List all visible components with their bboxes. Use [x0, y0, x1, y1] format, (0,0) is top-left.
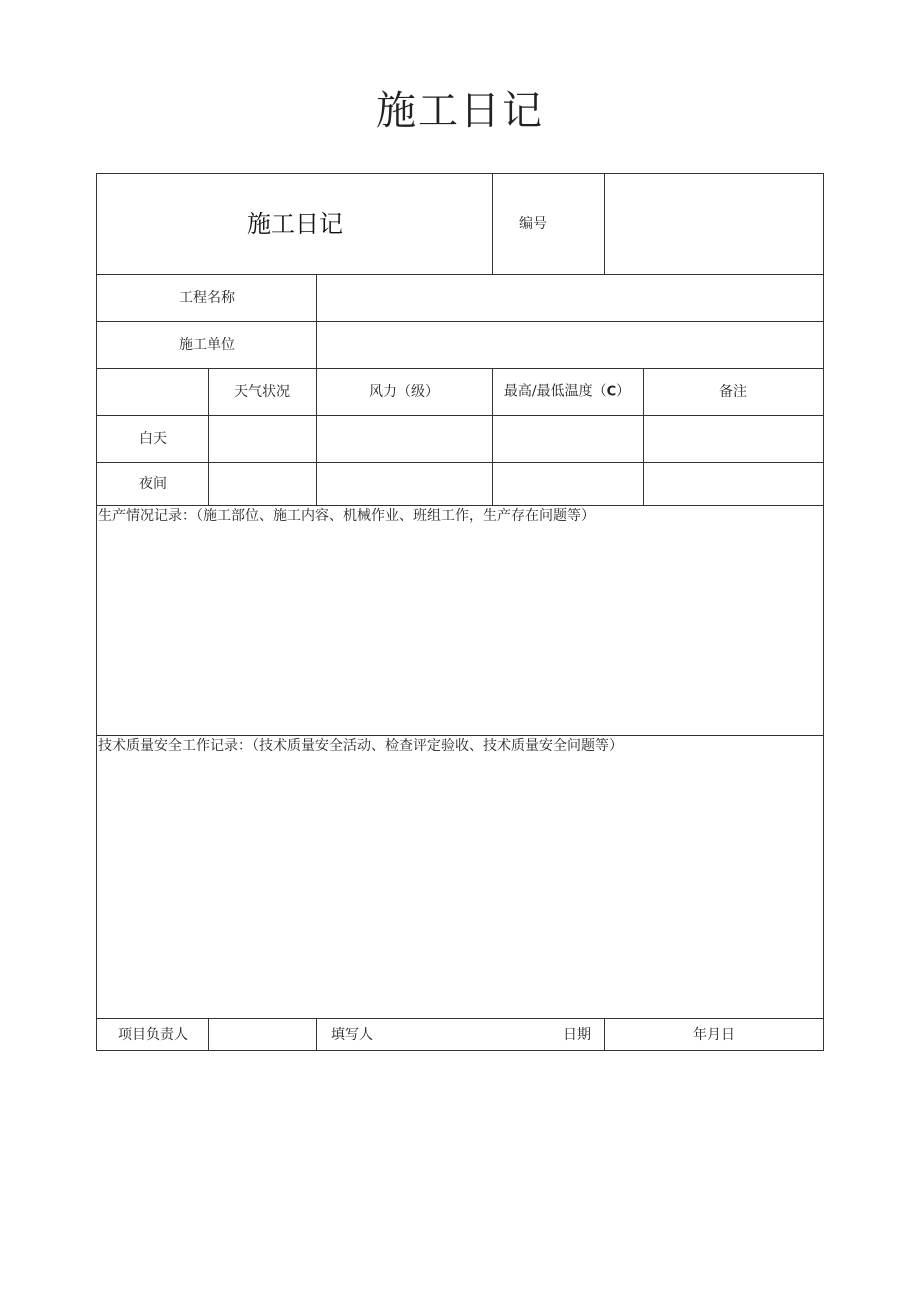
temperature-header-suffix: ）	[616, 383, 631, 400]
number-label: 编号	[519, 216, 547, 232]
project-manager-field[interactable]	[209, 1019, 316, 1050]
construction-unit-field[interactable]	[317, 322, 823, 368]
project-name-label: 工程名称	[179, 290, 235, 306]
temperature-unit: C	[606, 384, 617, 400]
weather-row-night-label: 夜间	[139, 476, 167, 492]
col-divider-title	[492, 174, 493, 274]
production-record-field[interactable]	[97, 526, 823, 735]
row-divider-production	[97, 735, 823, 736]
remarks-header: 备注	[719, 384, 747, 400]
wind-level-header: 风力（级）	[369, 384, 439, 400]
filled-by-label: 填写人	[331, 1027, 373, 1043]
day-weather-cell[interactable]	[209, 416, 316, 462]
date-field[interactable]: 年月日	[693, 1027, 735, 1043]
night-wind-cell[interactable]	[317, 463, 492, 505]
day-temperature-cell[interactable]	[493, 416, 643, 462]
construction-unit-label: 施工单位	[179, 337, 235, 353]
weather-condition-header: 天气状况	[234, 384, 290, 400]
quality-safety-record-label: 技术质量安全工作记录：（技术质量安全活动、检查评定验收、技术质量安全问题等）	[98, 738, 623, 754]
col-divider-footer-2	[316, 1018, 317, 1050]
row-divider-unit	[97, 368, 823, 369]
production-record-label: 生产情况记录：（施工部位、施工内容、机械作业、班组工作，生产存在问题等）	[98, 508, 595, 524]
row-divider-night	[97, 505, 823, 506]
day-remarks-cell[interactable]	[644, 416, 823, 462]
row-divider-quality	[97, 1018, 823, 1019]
col-divider-footer-3	[604, 1018, 605, 1050]
night-remarks-cell[interactable]	[644, 463, 823, 505]
project-name-field[interactable]	[317, 275, 823, 321]
project-manager-label: 项目负责人	[118, 1027, 188, 1043]
construction-diary-form	[96, 173, 824, 1051]
number-field[interactable]	[605, 174, 823, 274]
temperature-header	[504, 383, 630, 402]
quality-safety-record-field[interactable]	[97, 756, 823, 1018]
weather-row-day-label: 白天	[139, 431, 167, 447]
date-label: 日期	[563, 1027, 591, 1043]
temperature-header-prefix: 最高/最低温度（	[503, 383, 607, 400]
day-wind-cell[interactable]	[317, 416, 492, 462]
page-title: 施工日记	[376, 88, 544, 134]
night-weather-cell[interactable]	[209, 463, 316, 505]
night-temperature-cell[interactable]	[493, 463, 643, 505]
form-heading: 施工日记	[247, 210, 343, 238]
